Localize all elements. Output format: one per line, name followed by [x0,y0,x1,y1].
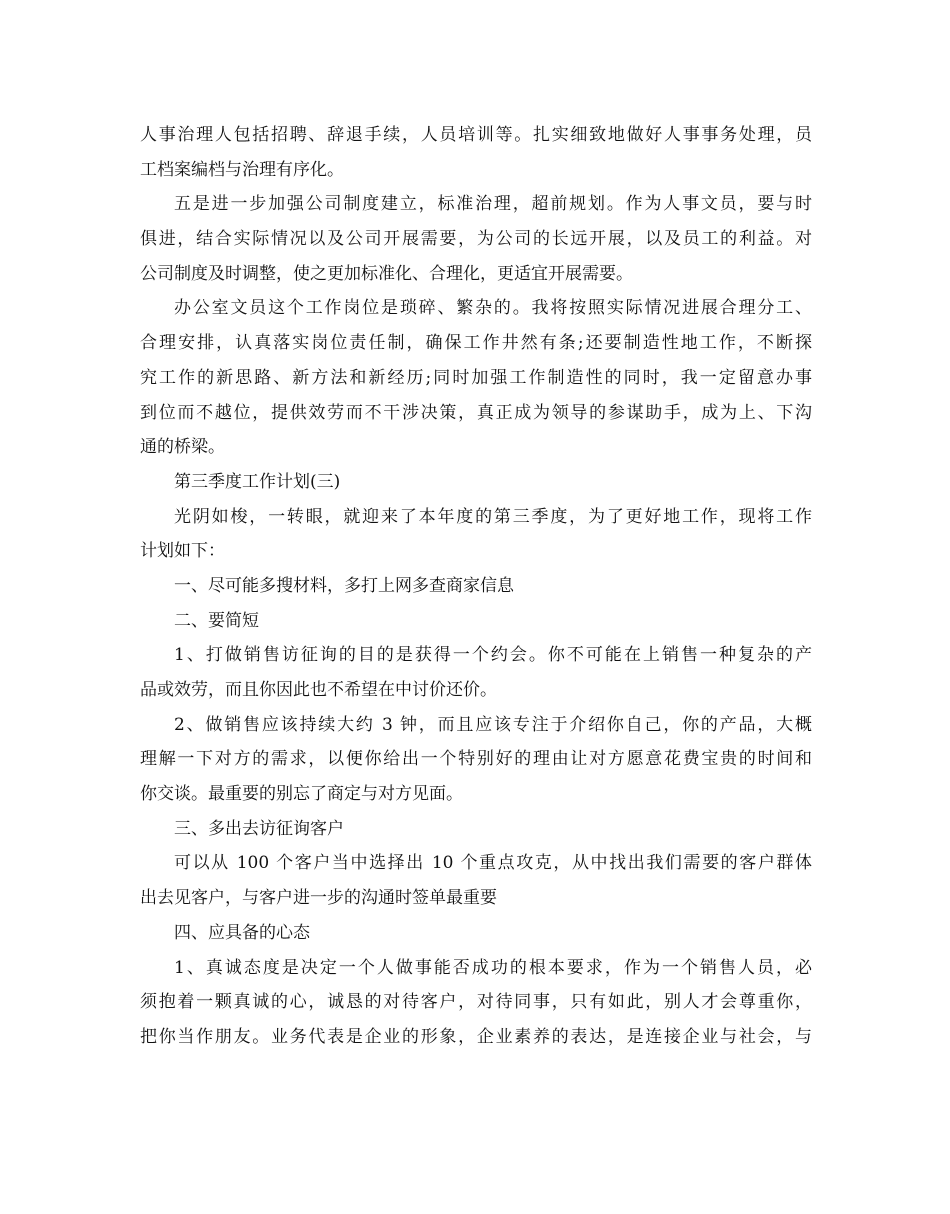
text-line [140,187,812,222]
text-line [140,569,812,604]
line-text: 光阴如梭，一转眼，就迎来了本年度的第三季度，为了更好地工作，现将工作 [174,506,812,527]
line-text: 人事治理人包括招聘、辞退手续，人员培训等。扎实细致地做好人事事务处理，员 [140,125,812,145]
line-text: 须抱着一颗真诚的心，诚恳的对待客户，对待同事，只有如此，别人才会尊重你， [140,992,812,1013]
text-line [140,951,812,986]
text-line [140,257,812,292]
line-text: 到位而不越位，提供效劳而不干涉决策，真正成为领导的参谋助手，成为上、下沟 [140,402,812,423]
line-text: 出去见客户，与客户进一步的沟通时签单最重要 [140,888,497,909]
text-line [140,673,812,708]
text-line [140,777,812,812]
text-line [140,916,812,951]
text-line [140,396,812,431]
line-text: 把你当作朋友。业务代表是企业的形象，企业素养的表达，是连接企业与社会，与 [140,1026,812,1047]
line-text: 三、多出去访征询客户 [174,818,344,839]
line-text: 四、应具备的心态 [174,922,310,943]
line-text: 通的桥梁。 [140,437,225,458]
line-text: 计划如下： [140,541,225,562]
text-line [140,534,812,569]
text-line [140,812,812,847]
text-line [140,326,812,361]
line-text: 二、要简短 [174,610,259,631]
line-text: 合理安排，认真落实岗位责任制，确保工作井然有条;还要制造性地工作，不断探 [140,333,812,354]
line-text: 可以从 100 个客户当中选择出 10 个重点攻克，从中找出我们需要的客户群体 [174,853,812,874]
line-text: 公司制度及时调整，使之更加标准化、合理化，更适宜开展需要。 [140,263,633,284]
line-text: 1、真诚态度是决定一个人做事能否成功的根本要求，作为一个销售人员，必 [174,957,812,978]
text-line [140,361,812,396]
text-line [140,881,812,916]
line-text: 办公室文员这个工作岗位是琐碎、繁杂的。我将按照实际情况进展合理分工、 [174,298,812,319]
text-line [140,846,812,881]
text-line [140,430,812,465]
text-line [140,118,812,153]
text-line [140,742,812,777]
text-line [140,708,812,743]
line-text: 理解一下对方的需求，以便你给出一个特别好的理由让对方愿意花费宝贵的时间和 [140,749,812,770]
line-text: 你交谈。最重要的别忘了商定与对方见面。 [140,784,463,805]
line-text: 俱进，结合实际情况以及公司开展需要，为公司的长远开展，以及员工的利益。对 [140,229,812,250]
line-text: 一、尽可能多搜材料，多打上网多查商家信息 [174,575,514,596]
text-line [140,500,812,535]
line-text: 五是进一步加强公司制度建立，标准治理，超前规划。作为人事文员，要与时 [174,194,812,215]
text-line [140,153,812,188]
line-text: 工档案编档与治理有序化。 [140,159,344,180]
text-line [140,222,812,257]
text-line [140,985,812,1020]
line-text: 1、打做销售访征询的目的是获得一个约会。你不可能在上销售一种复杂的产 [174,645,812,666]
text-line [140,291,812,326]
text-line [140,1020,812,1055]
section-heading [140,465,812,500]
text-line [140,604,812,639]
line-text: 究工作的新思路、新方法和新经历;同时加强工作制造性的同时，我一定留意办事 [140,367,812,388]
line-text: 品或效劳，而且你因此也不希望在中讨价还价。 [140,680,497,700]
text-line [140,638,812,673]
line-text: 第三季度工作计划(三) [174,471,341,492]
line-text: 2、做销售应该持续大约 3 钟，而且应该专注于介绍你自己，你的产品，大概 [174,714,812,735]
document-body [140,118,812,1055]
